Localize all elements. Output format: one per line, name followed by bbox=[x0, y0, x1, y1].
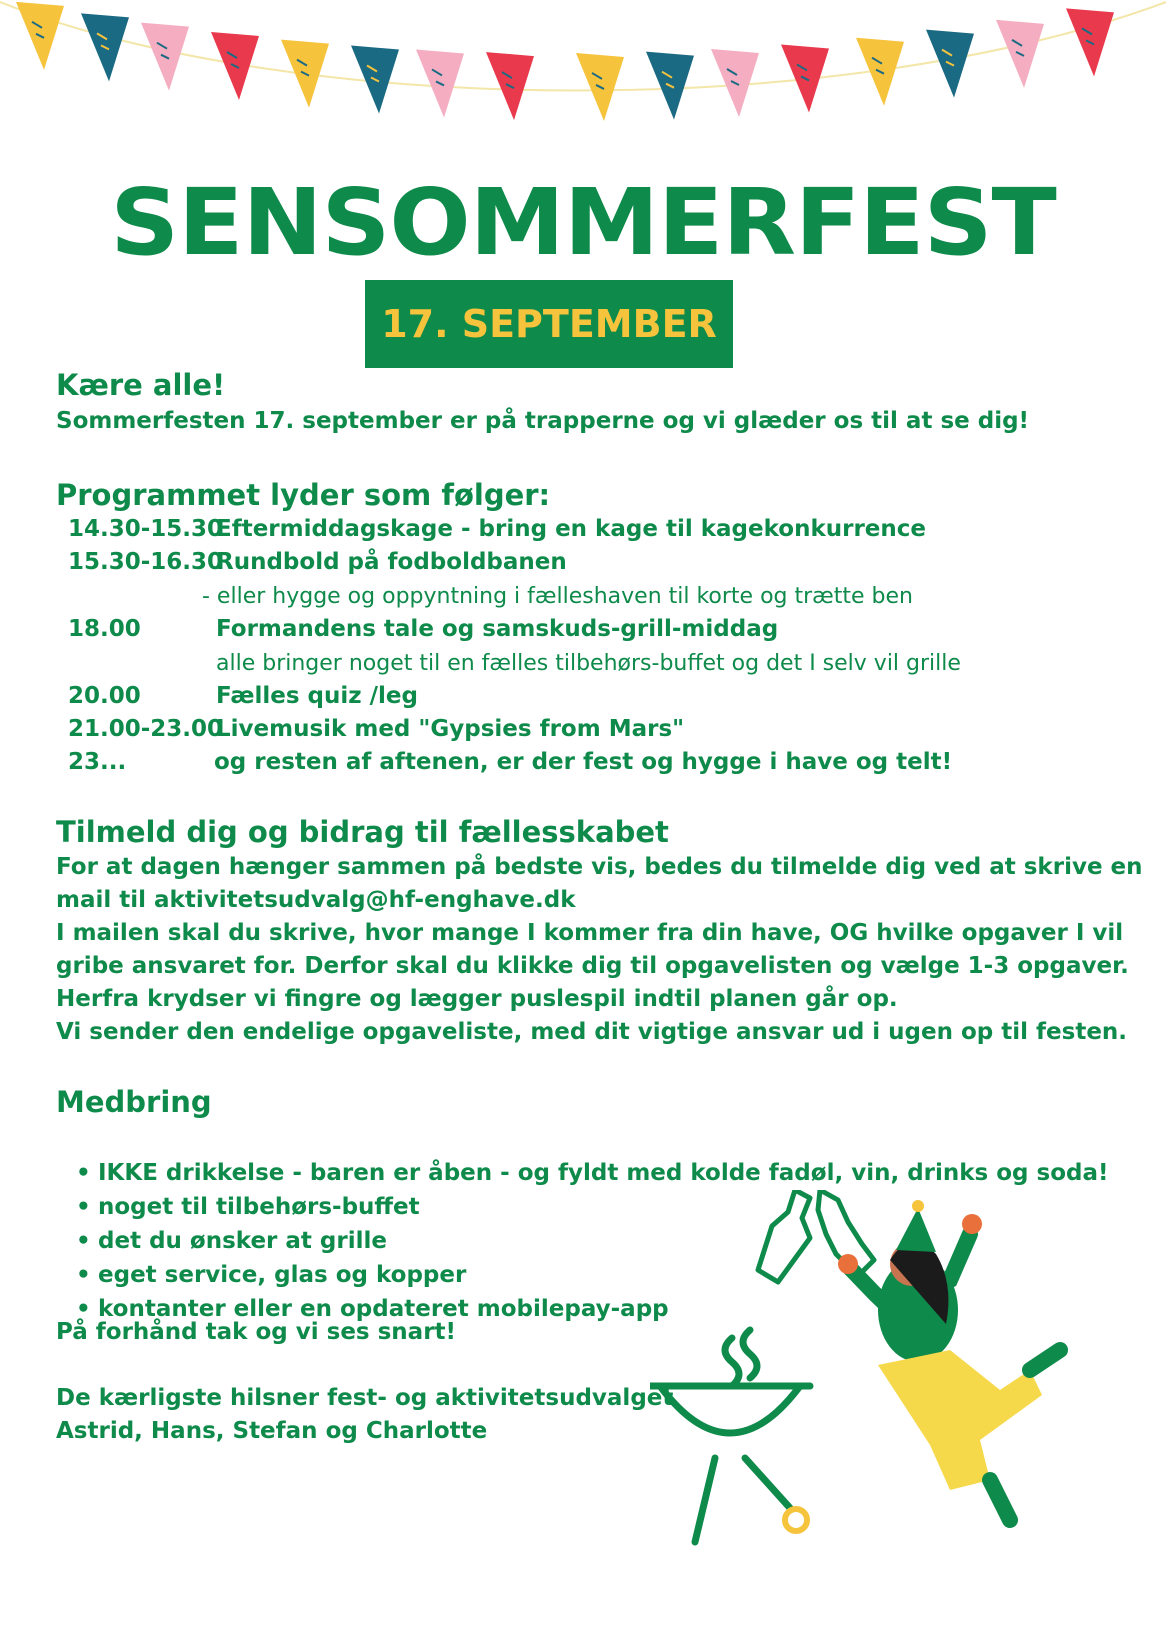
greeting: Kære alle! bbox=[56, 368, 226, 402]
program-item: Eftermiddagskage - bring en kage til kagekonkurrence bbox=[216, 516, 927, 542]
bring-list-item: • det du ønsker at grille bbox=[98, 1224, 1109, 1258]
signup-line: For at dagen hænger sammen på bedste vis, bedes du tilmelde dig ved at skrive en bbox=[56, 854, 1143, 880]
closing-names: Astrid, Hans, Stefan og Charlotte bbox=[56, 1418, 488, 1444]
signup-line: mail til aktivitetsudvalg@hf-enghave.dk bbox=[56, 887, 576, 913]
program-item: Formandens tale og samskuds-grill-middag bbox=[216, 616, 779, 642]
program-time: 21.00-23.00 bbox=[68, 716, 224, 742]
bring-list-item: • eget service, glas og kopper bbox=[98, 1258, 1109, 1292]
party-illustration bbox=[650, 1190, 1166, 1630]
dancing-person-illustration bbox=[838, 1200, 1060, 1520]
program-item: Livemusik med "Gypsies from Mars" bbox=[216, 716, 685, 742]
bring-list-item: • kontanter eller en opdateret mobilepay-app bbox=[98, 1292, 1109, 1326]
bring-list-item: • IKKE drikkelse - baren er åben - og fyldt med kolde fadøl, vin, drinks og soda! bbox=[98, 1156, 1109, 1190]
bring-heading: Medbring bbox=[56, 1085, 212, 1119]
date-badge: 17. SEPTEMBER bbox=[365, 280, 733, 368]
bunting-decoration bbox=[0, 0, 1166, 175]
program-time: 14.30-15.30 bbox=[68, 516, 224, 542]
intro-text: Sommerfesten 17. september er på trapperne og vi glæder os til at se dig! bbox=[56, 408, 1030, 434]
program-item: Rundbold på fodboldbanen bbox=[216, 549, 567, 575]
page-title: SENSOMMERFEST bbox=[110, 169, 1056, 276]
program-heading: Programmet lyder som følger: bbox=[56, 478, 551, 512]
grill-icon bbox=[650, 1330, 810, 1542]
signup-line: gribe ansvaret for. Derfor skal du klikke dig til opgavelisten og vælge 1-3 opgaver. bbox=[56, 953, 1129, 979]
signup-line: Vi sender den endelige opgaveliste, med dit vigtige ansvar ud i ugen op til festen. bbox=[56, 1019, 1128, 1045]
thanks-text: På forhånd tak og vi ses snart! bbox=[56, 1319, 457, 1345]
program-time: 20.00 bbox=[68, 683, 141, 709]
program-time: 15.30-16.30 bbox=[68, 549, 224, 575]
signup-heading: Tilmeld dig og bidrag til fællesskabet bbox=[56, 815, 669, 849]
program-time: 23... bbox=[68, 749, 127, 775]
closing-line: De kærligste hilsner fest- og aktivitetsudvalget bbox=[56, 1385, 674, 1411]
program-note: - eller hygge og oppyntning i fælleshaven til korte og trætte ben bbox=[202, 584, 914, 609]
bring-list-item: • noget til tilbehørs-buffet bbox=[98, 1190, 1109, 1224]
program-note: alle bringer noget til en fælles tilbehørs-buffet og det I selv vil grille bbox=[216, 651, 961, 676]
program-item: og resten af aftenen, er der fest og hygge i have og telt! bbox=[214, 749, 953, 775]
program-time: 18.00 bbox=[68, 616, 141, 642]
signup-line: Herfra krydser vi fingre og lægger puslespil indtil planen går op. bbox=[56, 986, 898, 1012]
signup-line: I mailen skal du skrive, hvor mange I kommer fra din have, OG hvilke opgaver I vil bbox=[56, 920, 1124, 946]
program-item: Fælles quiz /leg bbox=[216, 683, 418, 709]
